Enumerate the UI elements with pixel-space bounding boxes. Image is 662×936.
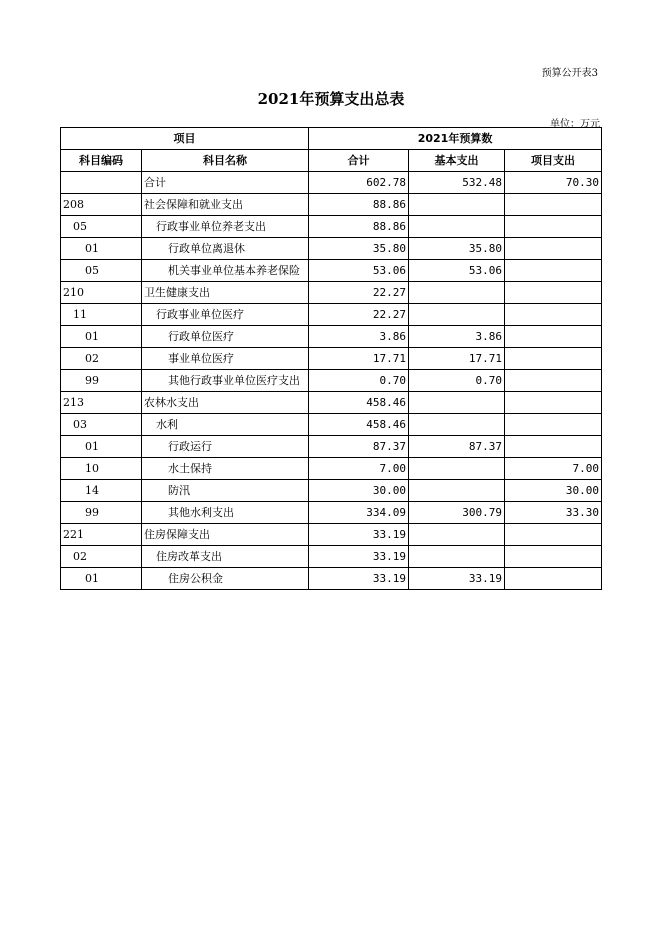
cell-code: 210	[61, 282, 142, 304]
header-basic: 基本支出	[409, 150, 505, 172]
cell-code: 05	[61, 260, 142, 282]
cell-name: 行政运行	[142, 436, 309, 458]
cell-name: 住房改革支出	[142, 546, 309, 568]
cell-code: 03	[61, 414, 142, 436]
cell-total: 22.27	[309, 304, 409, 326]
cell-basic: 300.79	[409, 502, 505, 524]
cell-project: 7.00	[505, 458, 602, 480]
table-row	[61, 436, 602, 458]
cell-basic	[409, 458, 505, 480]
cell-name: 合计	[142, 172, 309, 194]
cell-basic: 87.37	[409, 436, 505, 458]
cell-project	[505, 238, 602, 260]
budget-expenditure-table	[60, 127, 602, 590]
cell-basic	[409, 216, 505, 238]
header-budget-group: 2021年预算数	[309, 128, 602, 150]
cell-basic: 35.80	[409, 238, 505, 260]
table-body	[61, 172, 602, 590]
cell-basic	[409, 282, 505, 304]
cell-code: 10	[61, 458, 142, 480]
cell-project	[505, 216, 602, 238]
cell-basic: 3.86	[409, 326, 505, 348]
cell-total: 88.86	[309, 216, 409, 238]
table-row	[61, 502, 602, 524]
cell-code: 01	[61, 238, 142, 260]
cell-name: 行政单位离退休	[142, 238, 309, 260]
cell-name: 社会保障和就业支出	[142, 194, 309, 216]
cell-total: 458.46	[309, 414, 409, 436]
table-row	[61, 348, 602, 370]
cell-name: 住房保障支出	[142, 524, 309, 546]
cell-code: 99	[61, 502, 142, 524]
cell-basic: 33.19	[409, 568, 505, 590]
cell-code: 11	[61, 304, 142, 326]
cell-total: 30.00	[309, 480, 409, 502]
cell-total: 458.46	[309, 392, 409, 414]
cell-code: 02	[61, 546, 142, 568]
cell-project	[505, 326, 602, 348]
cell-project: 30.00	[505, 480, 602, 502]
cell-code	[61, 172, 142, 194]
table-row	[61, 172, 602, 194]
cell-basic: 532.48	[409, 172, 505, 194]
cell-total: 88.86	[309, 194, 409, 216]
cell-total: 33.19	[309, 568, 409, 590]
cell-project	[505, 282, 602, 304]
cell-total: 3.86	[309, 326, 409, 348]
cell-basic: 0.70	[409, 370, 505, 392]
cell-code: 02	[61, 348, 142, 370]
cell-code: 05	[61, 216, 142, 238]
table-row	[61, 238, 602, 260]
header-total: 合计	[309, 150, 409, 172]
cell-project	[505, 194, 602, 216]
header-name: 科目名称	[142, 150, 309, 172]
cell-name: 事业单位医疗	[142, 348, 309, 370]
table-row	[61, 282, 602, 304]
cell-project: 70.30	[505, 172, 602, 194]
table-row	[61, 304, 602, 326]
cell-project	[505, 524, 602, 546]
cell-project	[505, 260, 602, 282]
header-code: 科目编码	[61, 150, 142, 172]
header-project: 项目支出	[505, 150, 602, 172]
table-row	[61, 216, 602, 238]
cell-basic	[409, 524, 505, 546]
cell-basic	[409, 480, 505, 502]
cell-project	[505, 392, 602, 414]
cell-total: 53.06	[309, 260, 409, 282]
cell-total: 0.70	[309, 370, 409, 392]
cell-total: 33.19	[309, 524, 409, 546]
table-row	[61, 458, 602, 480]
unit-label: 单位：万元	[550, 119, 600, 130]
cell-code: 221	[61, 524, 142, 546]
cell-total: 87.37	[309, 436, 409, 458]
cell-code: 14	[61, 480, 142, 502]
table-row	[61, 260, 602, 282]
cell-basic	[409, 304, 505, 326]
cell-code: 99	[61, 370, 142, 392]
cell-name: 农林水支出	[142, 392, 309, 414]
form-number: 预算公开表3	[541, 68, 598, 79]
cell-total: 22.27	[309, 282, 409, 304]
cell-project	[505, 546, 602, 568]
table-row	[61, 524, 602, 546]
cell-total: 7.00	[309, 458, 409, 480]
cell-basic	[409, 392, 505, 414]
table-row	[61, 194, 602, 216]
cell-project: 33.30	[505, 502, 602, 524]
cell-basic: 17.71	[409, 348, 505, 370]
cell-project	[505, 304, 602, 326]
cell-code: 213	[61, 392, 142, 414]
table-row	[61, 546, 602, 568]
table-row	[61, 370, 602, 392]
table-row	[61, 326, 602, 348]
header-row-columns	[61, 150, 602, 172]
cell-name: 防汛	[142, 480, 309, 502]
cell-code: 01	[61, 568, 142, 590]
cell-code: 208	[61, 194, 142, 216]
table-row	[61, 568, 602, 590]
cell-total: 33.19	[309, 546, 409, 568]
cell-name: 其他水利支出	[142, 502, 309, 524]
cell-name: 机关事业单位基本养老保险	[142, 260, 309, 282]
header-item: 项目	[61, 128, 309, 150]
cell-project	[505, 370, 602, 392]
cell-total: 334.09	[309, 502, 409, 524]
cell-code: 01	[61, 326, 142, 348]
cell-basic	[409, 414, 505, 436]
cell-name: 住房公积金	[142, 568, 309, 590]
cell-total: 602.78	[309, 172, 409, 194]
header-row-group	[61, 128, 602, 150]
cell-name: 行政单位医疗	[142, 326, 309, 348]
cell-name: 其他行政事业单位医疗支出	[142, 370, 309, 392]
table-row	[61, 392, 602, 414]
cell-basic: 53.06	[409, 260, 505, 282]
cell-code: 01	[61, 436, 142, 458]
cell-name: 行政事业单位医疗	[142, 304, 309, 326]
cell-basic	[409, 194, 505, 216]
cell-name: 卫生健康支出	[142, 282, 309, 304]
cell-project	[505, 568, 602, 590]
cell-project	[505, 414, 602, 436]
cell-project	[505, 436, 602, 458]
cell-basic	[409, 546, 505, 568]
page-title: 2021年预算支出总表	[257, 90, 405, 108]
cell-total: 35.80	[309, 238, 409, 260]
table-row	[61, 414, 602, 436]
cell-project	[505, 348, 602, 370]
cell-total: 17.71	[309, 348, 409, 370]
cell-name: 水利	[142, 414, 309, 436]
cell-name: 行政事业单位养老支出	[142, 216, 309, 238]
cell-name: 水土保持	[142, 458, 309, 480]
table-row	[61, 480, 602, 502]
